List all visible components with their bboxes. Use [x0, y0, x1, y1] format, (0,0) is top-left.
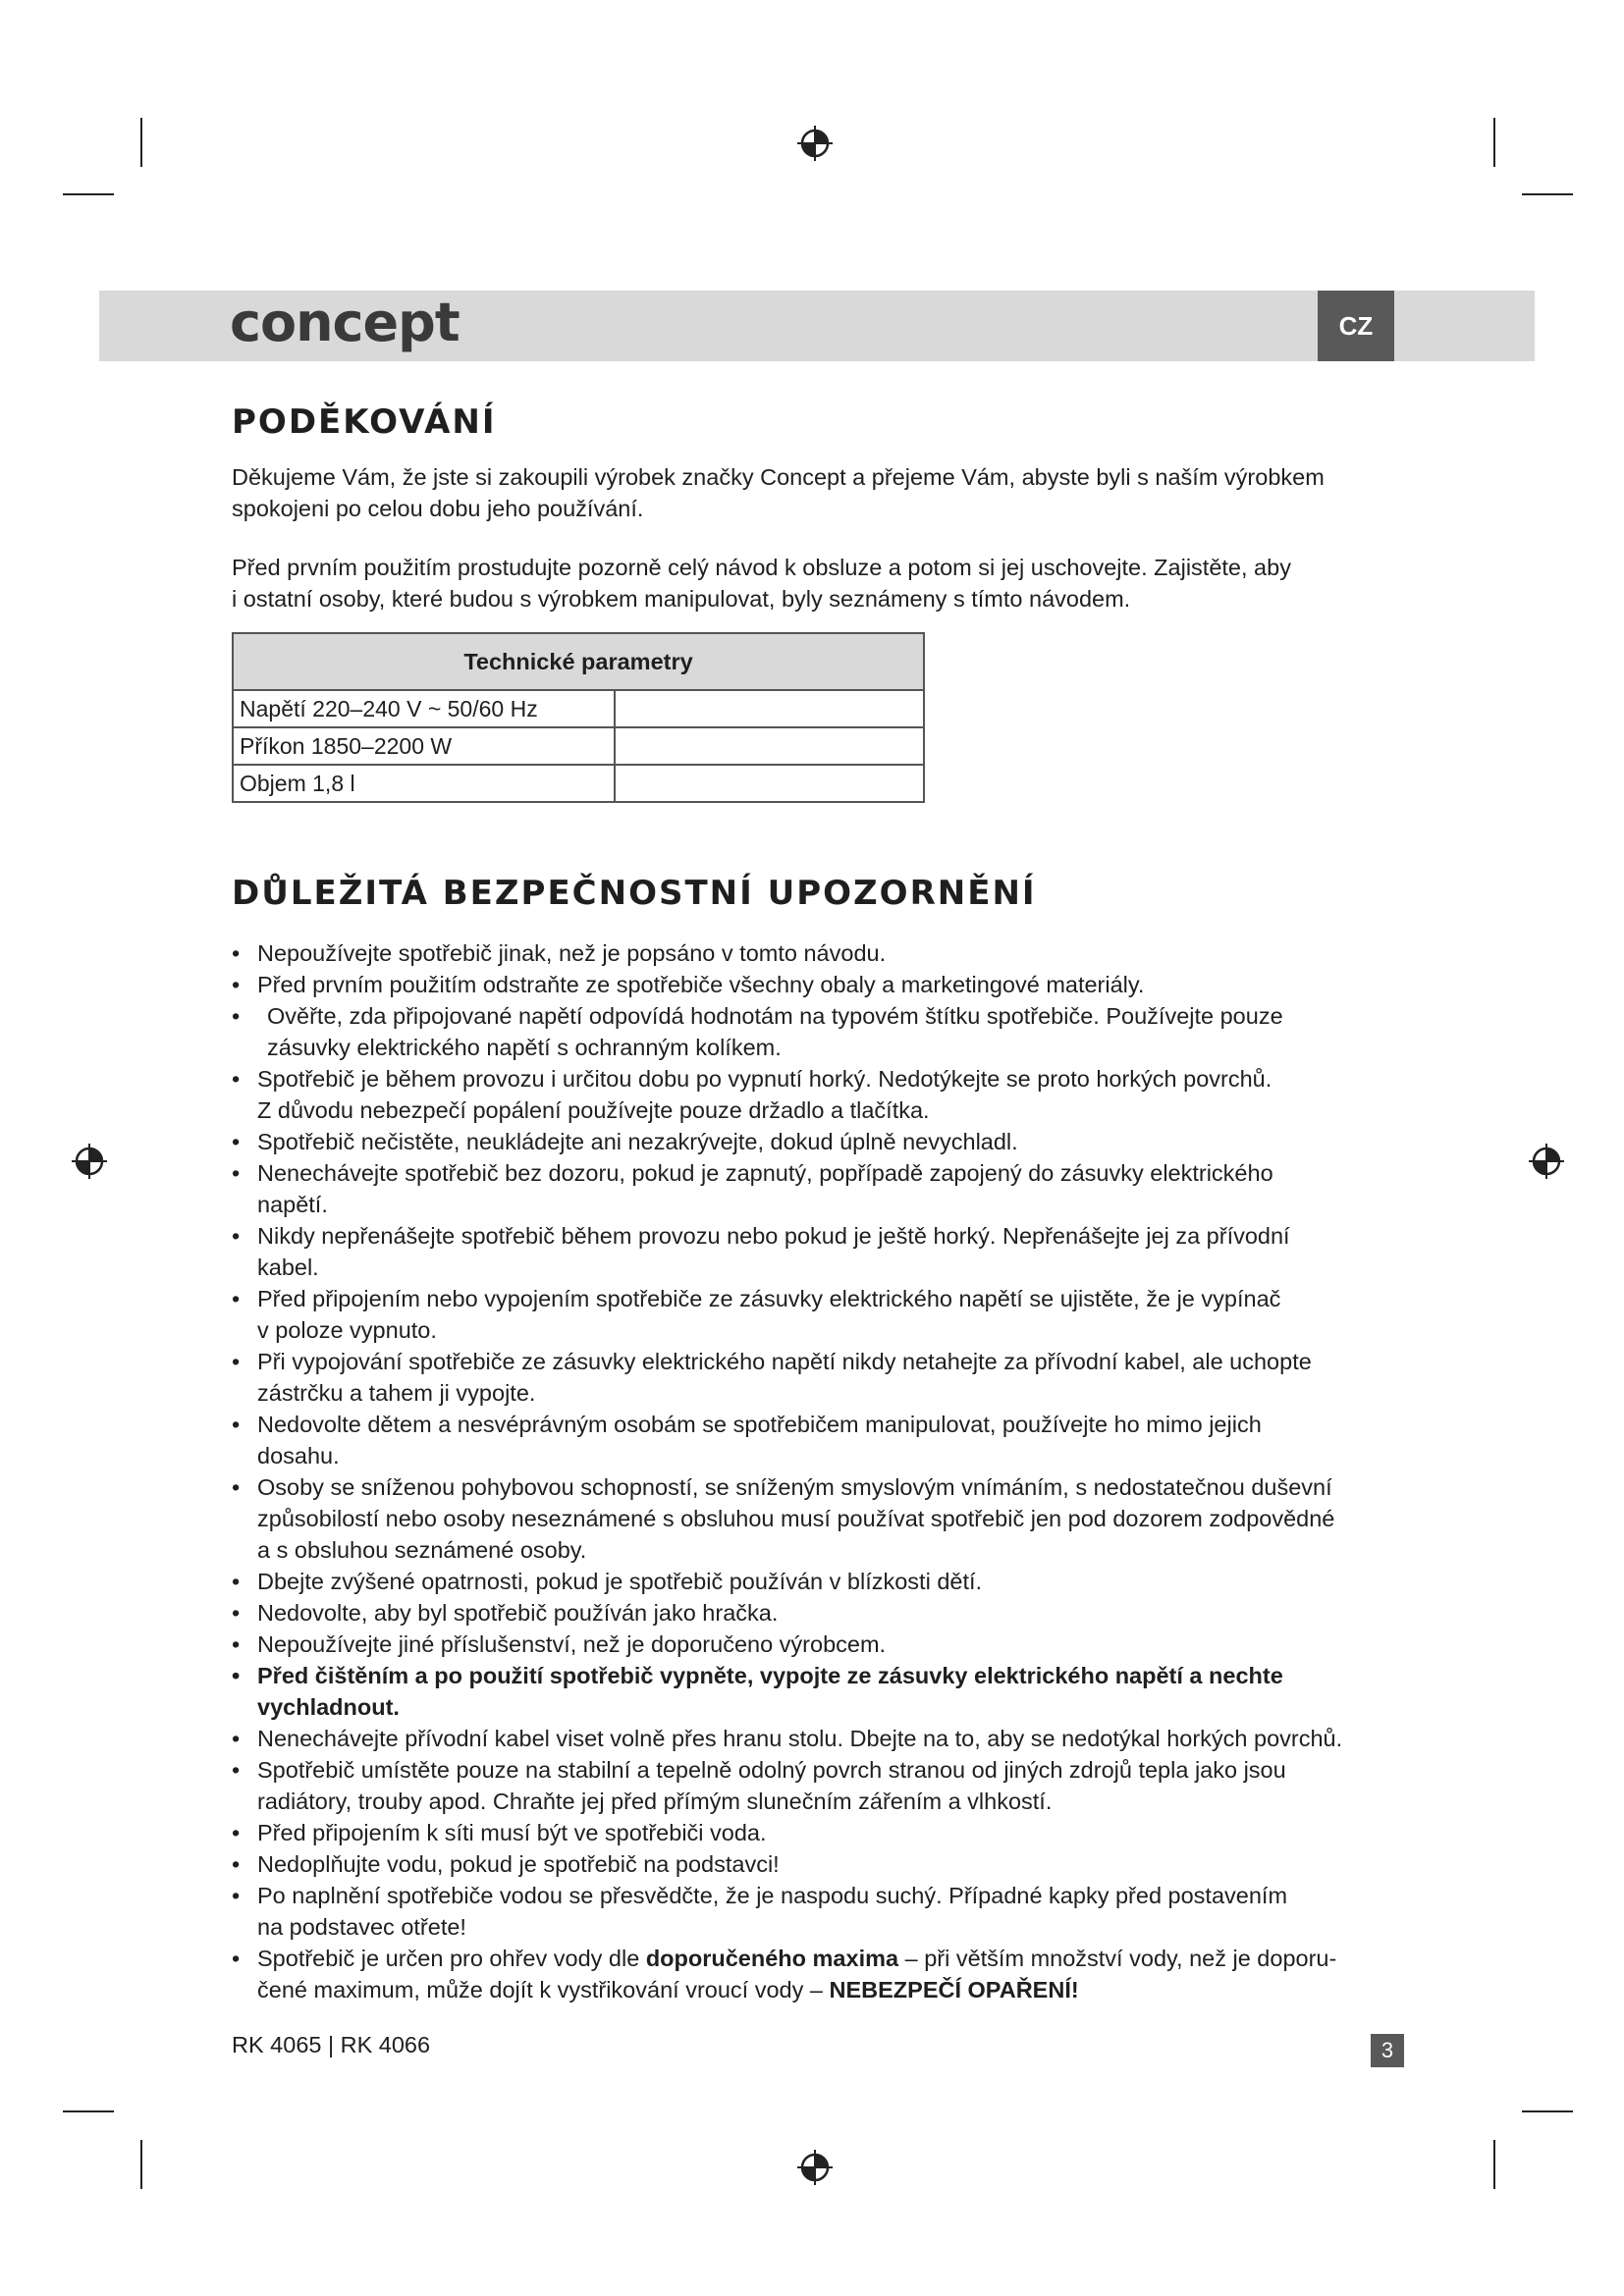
thanks-title: PODĚKOVÁNÍ	[232, 402, 497, 442]
registration-mark-icon	[70, 1142, 109, 1181]
bullet-icon: •	[232, 972, 241, 997]
list-item: • Spotřebič je určen pro ohřev vody dle doporučeného maxima – při větším množství vody, než je doporu-	[226, 1943, 1404, 1974]
list-item: • Ověřte, zda připojované napětí odpovídá hodnotám na typovém štítku spotřebiče. Používejte pouze	[226, 1000, 1404, 1032]
list-item-continuation: čené maximum, může dojít k vystřikování vroucí vody – NEBEZPEČÍ OPAŘENÍ!	[257, 1977, 1079, 2002]
bullet-icon: •	[232, 1600, 241, 1626]
list-item-continuation: napětí.	[257, 1192, 328, 1217]
list-item-continuation: radiátory, trouby apod. Chraňte jej před přímým slunečním zářením a vlhkostí.	[257, 1789, 1053, 1814]
bullet-icon: •	[232, 1286, 241, 1311]
brand-logo: concept	[230, 292, 460, 353]
bullet-icon: •	[232, 1474, 241, 1500]
list-item-continuation: dosahu.	[257, 1443, 340, 1468]
crop-mark	[1522, 193, 1573, 195]
list-item-continuation: zástrčku a tahem ji vypojte.	[257, 1380, 536, 1406]
list-item: • Při vypojování spotřebiče ze zásuvky elektrického napětí nikdy netahejte za přívodní kabel, ale uchopte	[226, 1346, 1404, 1377]
bullet-icon: •	[232, 1160, 241, 1186]
list-item-continuation: a s obsluhou seznámené osoby.	[257, 1537, 587, 1563]
bullet-icon: •	[232, 1223, 241, 1249]
registration-mark-icon	[795, 2148, 835, 2187]
crop-mark	[63, 193, 114, 195]
bullet-icon: •	[232, 1349, 241, 1374]
thanks-paragraph-1	[232, 461, 1400, 524]
crop-mark	[1493, 2140, 1495, 2189]
list-item: • Nikdy nepřenášejte spotřebič během provozu nebo pokud je ještě horký. Nepřenášejte jej za přívodní	[226, 1220, 1404, 1252]
bullet-icon: •	[232, 1129, 241, 1154]
page-number: 3	[1371, 2034, 1404, 2067]
list-item: • Před připojením nebo vypojením spotřebiče ze zásuvky elektrického napětí se ujistěte, že je vypínač	[226, 1283, 1404, 1314]
list-item-continuation: kabel.	[257, 1255, 319, 1280]
list-item: • Před připojením k síti musí být ve spotřebiči voda.	[226, 1817, 1404, 1848]
table-row	[233, 765, 924, 802]
list-item-continuation: Z důvodu nebezpečí popálení používejte pouze držadlo a tlačítka.	[257, 1097, 930, 1123]
tech-row-value	[615, 690, 924, 727]
table-row	[233, 727, 924, 765]
list-item: • Nepoužívejte jiné příslušenství, než je doporučeno výrobcem.	[226, 1629, 1404, 1660]
bullet-icon: •	[232, 1820, 241, 1845]
list-item: • Před prvním použitím odstraňte ze spotřebiče všechny obaly a marketingové materiály.	[226, 969, 1404, 1000]
tech-row-label: Příkon 1850–2200 W	[233, 727, 615, 765]
list-item: • Nenechávejte přívodní kabel viset volně přes hranu stolu. Dbejte na to, aby se nedotýkal horkých povrchů.	[226, 1723, 1404, 1754]
language-badge: CZ	[1318, 291, 1394, 361]
thanks-p2-line1: Před prvním použitím prostudujte pozorně celý návod k obsluze a potom si jej uschovejte. Zajistěte, aby	[232, 555, 1291, 580]
list-item-continuation: vychladnout.	[257, 1694, 400, 1720]
thanks-p1-line2: spokojeni po celou dobu jeho používání.	[232, 496, 644, 521]
bullet-icon: •	[232, 1412, 241, 1437]
bullet-icon: •	[232, 1757, 241, 1783]
crop-mark	[140, 2140, 142, 2189]
list-item: • Nedoplňujte vodu, pokud je spotřebič na podstavci!	[226, 1848, 1404, 1880]
safety-list	[226, 937, 1404, 2005]
thanks-p1-line1: Děkujeme Vám, že jste si zakoupili výrobek značky Concept a přejeme Vám, abyste byli s naším výrobkem	[232, 464, 1325, 490]
bullet-icon: •	[232, 1066, 241, 1092]
bullet-icon: •	[232, 1003, 241, 1029]
crop-mark	[1493, 118, 1495, 167]
tech-row-value	[615, 765, 924, 802]
bullet-icon: •	[232, 1851, 241, 1877]
list-item-continuation: způsobilostí nebo osoby neseznámené s obsluhou musí používat spotřebič jen pod dozorem zodpovědné	[257, 1506, 1335, 1531]
bullet-icon: •	[232, 1663, 241, 1688]
bullet-icon: •	[232, 1946, 241, 1971]
list-item-continuation: na podstavec otřete!	[257, 1914, 466, 1940]
crop-mark	[140, 118, 142, 167]
thanks-paragraph-2	[232, 552, 1400, 614]
bullet-icon: •	[232, 1883, 241, 1908]
bullet-icon: •	[232, 1569, 241, 1594]
tech-params-table	[232, 632, 925, 803]
bullet-icon: •	[232, 940, 241, 966]
thanks-section	[232, 402, 1400, 442]
crop-mark	[1522, 2110, 1573, 2112]
tech-table-heading: Technické parametry	[233, 633, 924, 690]
registration-mark-icon	[795, 124, 835, 163]
tech-row-label: Napětí 220–240 V ~ 50/60 Hz	[233, 690, 615, 727]
registration-mark-icon	[1527, 1142, 1566, 1181]
crop-mark	[63, 2110, 114, 2112]
list-item: • Nedovolte dětem a nesvéprávným osobám se spotřebičem manipulovat, používejte ho mimo jejich	[226, 1409, 1404, 1440]
header-band	[99, 291, 1535, 361]
list-item: • Před čištěním a po použití spotřebič vypněte, vypojte ze zásuvky elektrického napětí a nechte	[226, 1660, 1404, 1691]
list-item-continuation: zásuvky elektrického napětí s ochranným kolíkem.	[267, 1035, 782, 1060]
list-item: • Nenechávejte spotřebič bez dozoru, pokud je zapnutý, popřípadě zapojený do zásuvky elektrického	[226, 1157, 1404, 1189]
list-item: • Spotřebič umístěte pouze na stabilní a tepelně odolný povrch stranou od jiných zdrojů tepla jako jsou	[226, 1754, 1404, 1786]
list-item: • Nedovolte, aby byl spotřebič používán jako hračka.	[226, 1597, 1404, 1629]
bullet-icon: •	[232, 1726, 241, 1751]
table-row	[233, 690, 924, 727]
tech-row-value	[615, 727, 924, 765]
list-item: • Osoby se sníženou pohybovou schopností, se sníženým smyslovým vnímáním, s nedostatečnou duševní	[226, 1471, 1404, 1503]
list-item: • Po naplnění spotřebiče vodou se přesvědčte, že je naspodu suchý. Případné kapky před postavením	[226, 1880, 1404, 1911]
safety-title: DŮLEŽITÁ BEZPEČNOSTNÍ UPOZORNĚNÍ	[232, 874, 1037, 913]
bullet-icon: •	[232, 1631, 241, 1657]
list-item-continuation: v poloze vypnuto.	[257, 1317, 437, 1343]
model-number: RK 4065 | RK 4066	[232, 2032, 431, 2057]
safety-section	[232, 874, 1400, 913]
list-item: • Dbejte zvýšené opatrnosti, pokud je spotřebič používán v blízkosti dětí.	[226, 1566, 1404, 1597]
list-item: • Spotřebič nečistěte, neukládejte ani nezakrývejte, dokud úplně nevychladl.	[226, 1126, 1404, 1157]
list-item: • Nepoužívejte spotřebič jinak, než je popsáno v tomto návodu.	[226, 937, 1404, 969]
list-item: • Spotřebič je během provozu i určitou dobu po vypnutí horký. Nedotýkejte se proto horkých povrchů.	[226, 1063, 1404, 1095]
tech-row-label: Objem 1,8 l	[233, 765, 615, 802]
thanks-p2-line2: i ostatní osoby, které budou s výrobkem manipulovat, byly seznámeny s tímto návodem.	[232, 586, 1131, 612]
